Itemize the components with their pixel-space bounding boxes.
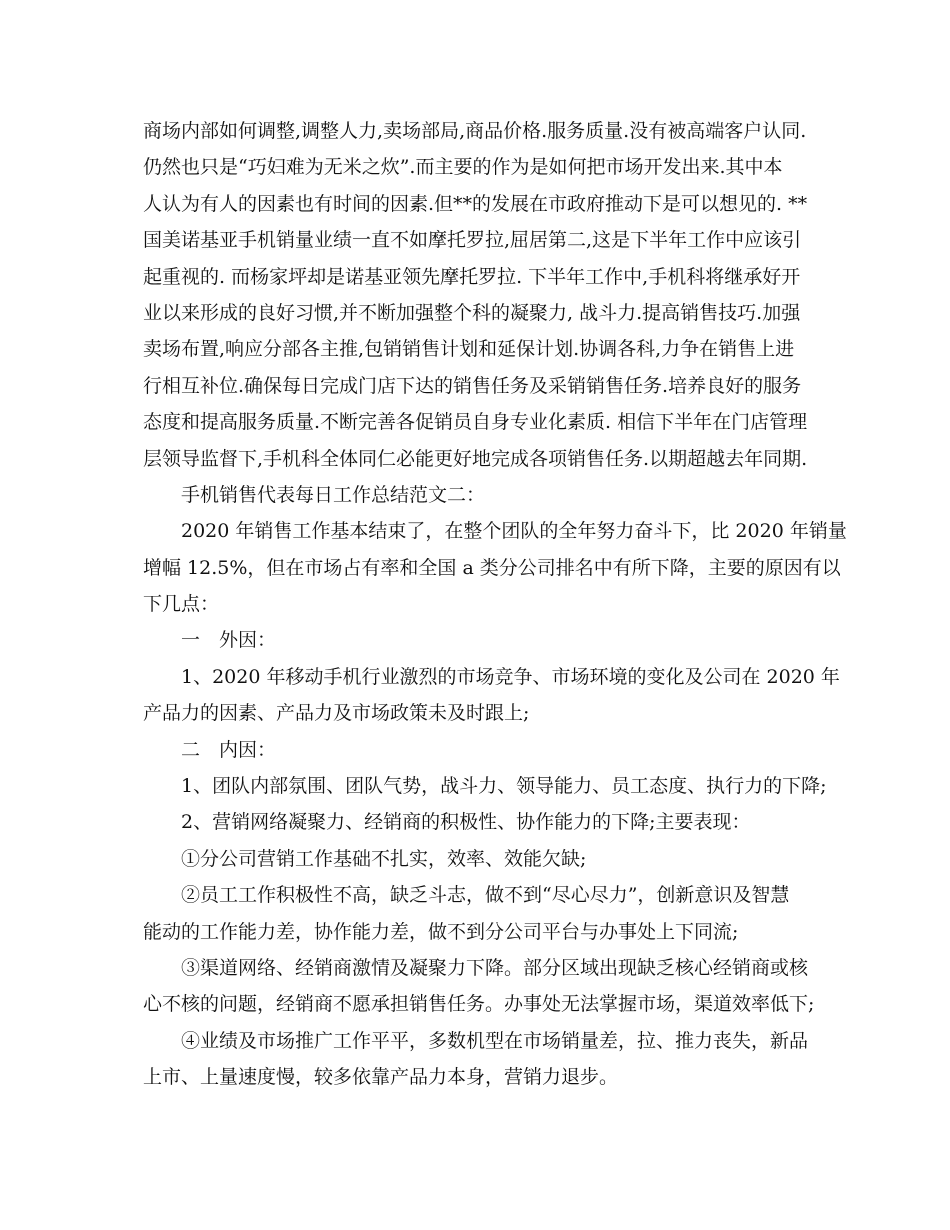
text-line: 人认为有人的因素也有时间的因素.但**的发展在市政府推动下是可以想见的. **	[143, 192, 808, 215]
text-line: 态度和提高服务质量.不断完善各促销员自身专业化素质. 相信下半年在门店管理	[143, 411, 808, 434]
text-line: 起重视的. 而杨家坪却是诺基亚领先摩托罗拉. 下半年工作中,手机科将继承好开	[143, 265, 801, 288]
text-line: 2、营销网络凝聚力、经销商的积极性、协作能力的下降;主要表现：	[181, 811, 751, 834]
text-line: 1、2020 年移动手机行业激烈的市场竞争、市场环境的变化及公司在 2020 年	[181, 665, 840, 688]
text-line: 下几点：	[143, 593, 220, 616]
text-line: 手机销售代表每日工作总结范文二：	[181, 483, 486, 506]
text-line: 国美诺基亚手机销量业绩一直不如摩托罗拉,屈居第二,这是下半年工作中应该引	[143, 229, 802, 252]
text-line: 增幅 12.5%，但在市场占有率和全国 a 类分公司排名中有所下降，主要的原因有以	[143, 556, 841, 579]
text-line: ①分公司营销工作基础不扎实，效率、效能欠缺;	[181, 847, 587, 870]
text-line: 上市、上量速度慢，较多依靠产品力本身，营销力退步。	[143, 1066, 619, 1089]
text-line: 行相互补位.确保每日完成门店下达的销售任务及采销销售任务.培养良好的服务	[143, 374, 802, 397]
text-line: ②员工工作积极性不高，缺乏斗志，做不到“尽心尽力”，创新意识及智慧	[181, 884, 790, 907]
text-line: ③渠道网络、经销商激情及凝聚力下降。部分区域出现缺乏核心经销商或核	[181, 956, 809, 979]
text-line: 业以来形成的良好习惯,并不断加强整个科的凝聚力, 战斗力.提高销售技巧.加强	[143, 301, 801, 324]
text-line: 2020 年销售工作基本结束了，在整个团队的全年努力奋斗下，比 2020 年销量	[181, 520, 847, 543]
text-line: 二 内因：	[181, 738, 277, 761]
text-line: 能动的工作能力差，协作能力差，做不到分公司平台与办事处上下同流;	[143, 920, 739, 943]
text-line: 产品力的因素、产品力及市场政策未及时跟上;	[143, 702, 530, 725]
document-body	[143, 113, 847, 1096]
text-line: 层领导监督下,手机科全体同仁必能更好地完成各项销售任务.以期超越去年同期.	[143, 447, 808, 470]
text-line: 心不核的问题，经销商不愿承担销售任务。办事处无法掌握市场，渠道效率低下;	[143, 993, 815, 1016]
text-line: 卖场布置,响应分部各主推,包销销售计划和延保计划.协调各科,力争在销售上进	[143, 338, 795, 361]
text-line: 仍然也只是“巧妇难为无米之炊”.而主要的作为是如何把市场开发出来.其中本	[143, 156, 783, 179]
text-line: 一 外因：	[181, 629, 277, 652]
text-line: ④业绩及市场推广工作平平，多数机型在市场销量差，拉、推力丧失，新品	[181, 1029, 809, 1052]
text-line: 商场内部如何调整,调整人力,卖场部局,商品价格.服务质量.没有被高端客户认同.	[143, 120, 807, 142]
text-line: 1、团队内部氛围、团队气势，战斗力、领导能力、员工态度、执行力的下降;	[181, 775, 827, 798]
